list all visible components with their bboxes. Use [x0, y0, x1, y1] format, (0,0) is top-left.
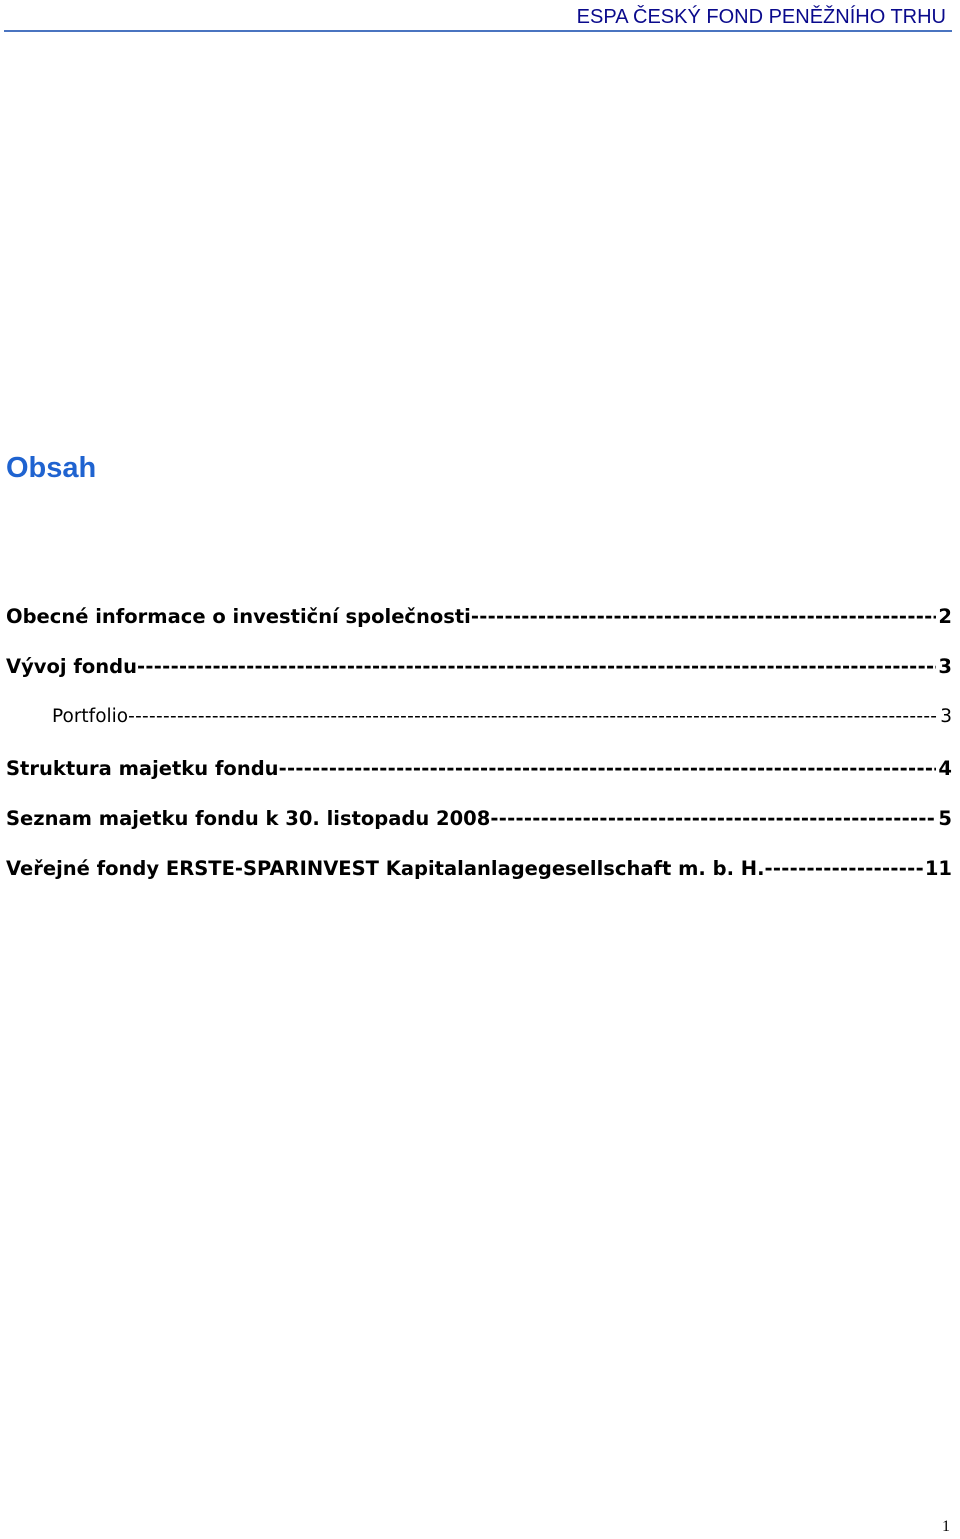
- toc-entry-title: Portfolio: [52, 706, 129, 727]
- toc-entry-general-information[interactable]: [6, 605, 952, 635]
- toc-entry-page: 11: [924, 857, 952, 880]
- toc-entry-portfolio[interactable]: [6, 706, 952, 736]
- toc-entry-page: 4: [938, 757, 952, 780]
- toc-entry-public-funds[interactable]: [6, 857, 952, 887]
- toc-entry-title: Veřejné fondy ERSTE-SPARINVEST Kapitalanlagegesellschaft m. b. H.: [6, 857, 765, 880]
- toc-entry-title: Obecné informace o investiční společnosti: [6, 605, 471, 628]
- toc-dot-leader: [765, 857, 923, 880]
- toc-heading: Obsah: [6, 452, 97, 484]
- toc-entry-title: Vývoj fondu: [6, 655, 137, 678]
- toc-entry-title: Struktura majetku fondu: [6, 757, 279, 780]
- page-header: [4, 0, 952, 32]
- toc-dot-leader: [128, 706, 938, 727]
- toc-entry-page: 2: [938, 605, 952, 628]
- toc-entry-fund-development[interactable]: [6, 655, 952, 685]
- toc-dot-leader: [279, 757, 937, 780]
- toc-entry-asset-structure[interactable]: [6, 757, 952, 787]
- header-title: ESPA ČESKÝ FOND PENĚŽNÍHO TRHU: [576, 6, 946, 28]
- toc-dot-leader: [490, 807, 936, 830]
- toc-dot-leader: [137, 655, 936, 678]
- page-number: 1: [942, 1518, 950, 1535]
- toc-entry-page: 5: [938, 807, 952, 830]
- toc-dot-leader: [471, 605, 937, 628]
- toc-entry-page: 3: [940, 706, 952, 727]
- toc-entry-title: Seznam majetku fondu k 30. listopadu 2008: [6, 807, 491, 830]
- toc-entry-page: 3: [938, 655, 952, 678]
- toc-entry-asset-list[interactable]: [6, 807, 952, 837]
